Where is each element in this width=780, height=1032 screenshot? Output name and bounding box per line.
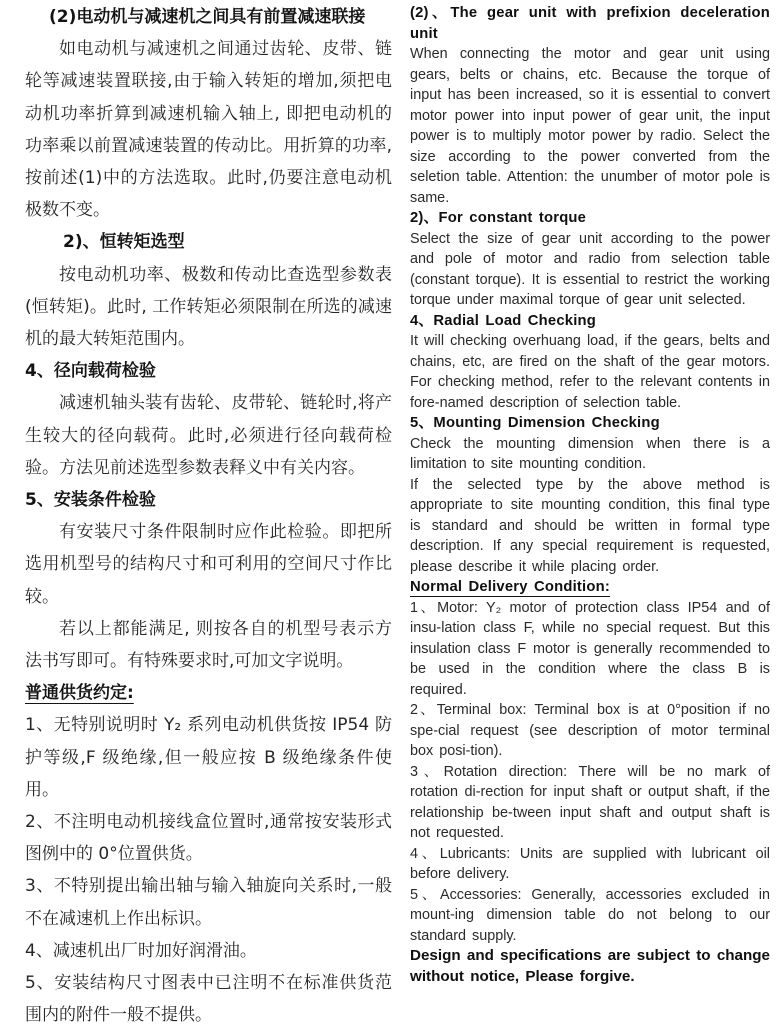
- cn-delivery-item-3: 3、不特别提出输出轴与输入轴旋向关系时,一般不在减速机上作出标识。: [25, 876, 392, 929]
- cn-para-mounting-1: 有安装尺寸条件限制时应作此检验。即把所选用机型号的结构尺寸和可利用的空间尺寸作比较。: [25, 522, 392, 607]
- en-heading-radial-load: 4、Radial Load Checking: [410, 312, 596, 329]
- chinese-column: [25, 0, 392, 1026]
- en-para-prefix-reduction: When connecting the motor and gear unit using gears, belts or chains, etc. Because the torque of input has been increased, so it is essential to convert motor power into input power of gear unit, the input power is to multiply motor power by radio. Select the size according to the power converted from the seletion table. Attention: the unumber of motor pole is same.: [410, 46, 770, 206]
- en-para-radial-load: It will checking overhuang load, if the gears, belts and chains, etc, are fired on the shaft of the gear motors. For checking method, refer to the relevant contents in fore-named description of selection table.: [410, 333, 770, 411]
- en-delivery-item-3: 3、Rotation direction: There will be no mark of rotation di-rection for input shaft or output shaft, if the relationship be-tween input shaft and output shaft is not requested.: [410, 763, 770, 841]
- cn-para-constant-torque: 按电动机功率、极数和传动比查选型参数表(恒转矩)。此时, 工作转矩必须限制在所选的减速机的最大转矩范围内。: [25, 264, 392, 350]
- cn-para-prefix-reduction: 如电动机与减速机之间通过齿轮、皮带、链轮等减速装置联接,由于输入转矩的增加,须把电动机功率折算到减速机输入轴上, 即把电动机的功率乘以前置减速装置的传动比。用折算的功率,按前述(1)中的方法选取。此时,仍要注意电动机极数不变。: [25, 39, 392, 221]
- cn-heading-radial-load: 4、径向载荷检验: [25, 361, 156, 382]
- cn-delivery-item-5: 5、安装结构尺寸图表中已注明不在标准供货范围内的附件一般不提供。: [25, 973, 392, 1026]
- en-heading-prefix-reduction: (2)、The gear unit with prefixion deceleration unit: [410, 5, 770, 42]
- en-para-mounting-2: If the selected type by the above method is appropriate to site mounting condition, this final type is standard and should be written in formal type description. If any special requirement is requested, please describe it while placing order.: [410, 476, 770, 575]
- en-para-mounting-1: Check the mounting dimension when there is a limitation to site mounting condition.: [410, 435, 770, 472]
- en-delivery-item-1: 1、Motor: Y₂ motor of protection class IP54 and of insu-lation class F, while no special request. But this insulation class F motor is generally recommended to be used in the condition where the class B is required.: [410, 599, 770, 698]
- en-para-constant-torque: Select the size of gear unit according to the power and pole of motor and radio from selection table (constant torque). It is essential to restrict the working torque under maximal torque of gear unit selected.: [410, 230, 770, 308]
- cn-heading-prefix-reduction: (2)电动机与减速机之间具有前置减速联接: [49, 7, 366, 27]
- en-delivery-item-5: 5、Accessories: Generally, accessories excluded in mount-ing dimension table do not belong to our standard supply.: [410, 886, 770, 944]
- cn-heading-mounting: 5、安装条件检验: [25, 490, 156, 511]
- english-column: [410, 0, 770, 985]
- cn-delivery-item-1: 1、无特别说明时 Y₂ 系列电动机供货按 IP54 防护等级,F 级绝缘,但一般应按 B 级绝缘条件使用。: [25, 715, 392, 800]
- en-delivery-item-2: 2、Terminal box: Terminal box is at 0°position if no spe-cial request (see description of motor terminal box posi-tion).: [410, 702, 770, 759]
- cn-heading-delivery-terms: 普通供货约定:: [25, 683, 134, 704]
- cn-para-mounting-2: 若以上都能满足, 则按各自的机型号表示方法书写即可。有特殊要求时,可加文字说明。: [25, 618, 392, 672]
- cn-delivery-item-4: 4、减速机出厂时加好润滑油。: [25, 940, 257, 961]
- cn-heading-constant-torque: 2)、恒转矩选型: [63, 232, 185, 253]
- en-heading-delivery-condition: Normal Delivery Condition:: [410, 579, 610, 595]
- en-heading-mounting: 5、Mounting Dimension Checking: [410, 415, 660, 431]
- en-delivery-item-4: 4、Lubricants: Units are supplied with lubricant oil before delivery.: [410, 845, 770, 882]
- en-heading-constant-torque: 2)、For constant torque: [410, 210, 587, 226]
- en-footer-disclaimer: Design and specifications are subject to change without notice, Please forgive.: [410, 947, 770, 985]
- cn-delivery-item-2: 2、不注明电动机接线盒位置时,通常按安装形式图例中的 0°位置供货。: [25, 812, 392, 865]
- cn-para-radial-load: 减速机轴头装有齿轮、皮带轮、链轮时,将产生较大的径向载荷。此时,必须进行径向载荷检验。方法见前述选型参数表释义中有关内容。: [25, 393, 392, 478]
